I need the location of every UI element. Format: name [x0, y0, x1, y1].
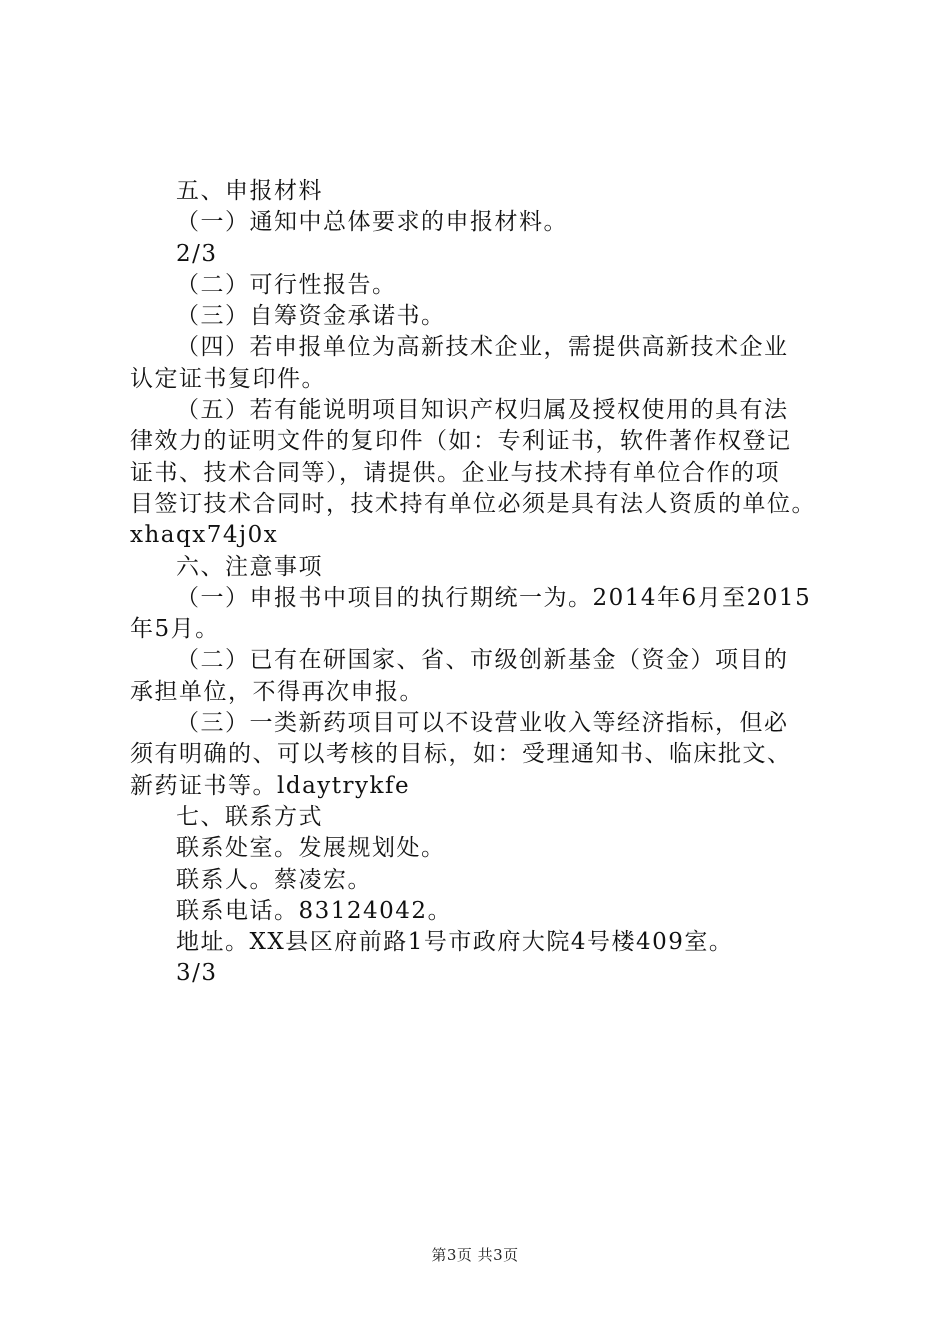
contact-phone: 联系电话。83124042。	[176, 897, 453, 924]
paragraph-line: （四）若申报单位为高新技术企业，需提供高新技术企业	[176, 334, 789, 361]
paragraph-line: 须有明确的、可以考核的目标，如：受理通知书、临床批文、	[130, 741, 792, 768]
paragraph-line: （一）申报书中项目的执行期统一为。2014年6月至2015	[176, 584, 812, 611]
contact-person: 联系人。蔡凌宏。	[176, 866, 372, 893]
paragraph-line: （一）通知中总体要求的申报材料。	[176, 209, 568, 236]
section-heading-materials: 五、申报材料	[176, 178, 323, 204]
page-marker: 2/3	[176, 240, 218, 267]
page-footer: 第3页 共3页	[431, 1246, 519, 1264]
paragraph-line: 律效力的证明文件的复印件（如：专利证书，软件著作权登记	[130, 428, 792, 455]
paragraph-line: xhaqx74j0x	[130, 522, 279, 549]
section-heading-contact: 七、联系方式	[176, 803, 323, 830]
paragraph-line: 年5月。	[130, 616, 220, 643]
contact-address: 地址。XX县区府前路1号市政府大院4号楼409室。	[176, 929, 734, 956]
paragraph-line: 证书、技术合同等），请提供。企业与技术持有单位合作的项	[130, 459, 780, 486]
paragraph-line: 认定证书复印件。	[130, 365, 326, 392]
paragraph-line: （二）可行性报告。	[176, 271, 397, 298]
paragraph-line: （三）自筹资金承诺书。	[176, 303, 446, 330]
paragraph-line: 承担单位，不得再次申报。	[130, 678, 424, 705]
paragraph-line: （三）一类新药项目可以不设营业收入等经济指标，但必	[176, 710, 789, 737]
paragraph-line: （五）若有能说明项目知识产权归属及授权使用的具有法	[176, 397, 789, 424]
page-marker: 3/3	[176, 960, 218, 987]
paragraph-line: 目签订技术合同时，技术持有单位必须是具有法人资质的单位。	[130, 490, 816, 517]
paragraph-line: 新药证书等。ldaytrykfe	[130, 772, 411, 799]
document-body	[130, 176, 835, 990]
contact-office: 联系处室。发展规划处。	[176, 835, 446, 862]
section-heading-notes: 六、注意事项	[176, 553, 323, 580]
paragraph-line: （二）已有在研国家、省、市级创新基金（资金）项目的	[176, 647, 789, 674]
